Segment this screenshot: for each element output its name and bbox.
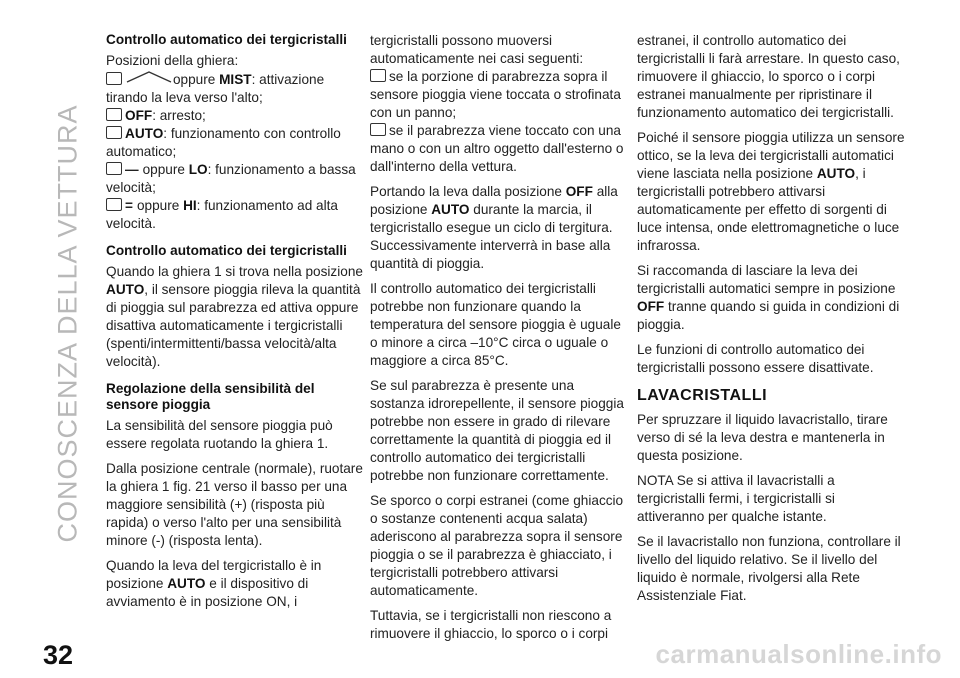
paragraph-however: Tuttavia, se i tergicristalli non riescono a rimuovere il ghiaccio, lo sporco o i corpi bbox=[370, 608, 612, 641]
paragraph-optical-sensor: Poiché il sensore pioggia utilizza un sensore ottico, se la leva dei tergicristalli automatici viene lasciata nella posizione AUTO, i tergicristalli potrebbero attivarsi automaticamente per effetto di sorgenti di luce intensa, onde elettromagnetiche o luce infrarossa. bbox=[637, 130, 905, 253]
wiper-symbol-icon bbox=[106, 126, 122, 139]
paragraph-rotation: Dalla posizione centrale (normale), ruotare la ghiera 1 fig. 21 verso il basso per una maggiore sensibilità (+) (risposta più rapida) o verso l'alto per una sensibilità minore (-) (risposta lenta). bbox=[106, 461, 363, 548]
paragraph-off-to-auto: Portando la leva dalla posizione OFF alla posizione AUTO durante la marcia, il tergicristallo esegue un ciclo di tergitura. Successivamente interverrà in base alla quantità di pioggia. bbox=[370, 184, 618, 271]
mist-position: oppure MIST: attivazione tirando la leva verso l'alto; bbox=[106, 72, 325, 105]
paragraph-recommendation: Si raccomanda di lasciare la leva dei tergicristalli automatici sempre in posizione OFF tranne quando si guida in condizioni di pioggia. bbox=[637, 263, 900, 332]
lo-position: — oppure LO: funzionamento a bassa velocità; bbox=[106, 162, 356, 195]
paragraph-sensitivity: La sensibilità del sensore pioggia può essere regolata ruotando la ghiera 1. bbox=[106, 418, 333, 451]
paragraph-lever-auto: Quando la leva del tergicristallo è in posizione AUTO e il dispositivo di avviamento è in posizione ON, i bbox=[106, 558, 322, 609]
column-2 bbox=[370, 32, 632, 650]
paragraph-not-working: Se il lavacristallo non funziona, controllare il livello del liquido relativo. Se il livello del liquido è normale, rivolgersi alla Rete Assistenziale Fiat. bbox=[637, 534, 901, 603]
heading-lavacristalli: LAVACRISTALLI bbox=[637, 387, 768, 404]
heading-sensitivity: Regolazione della sensibilità del sensore pioggia bbox=[106, 381, 315, 412]
heading-auto-control-2: Controllo automatico dei tergicristalli bbox=[106, 243, 347, 258]
off-position: OFF: arresto; bbox=[106, 107, 366, 125]
heading-auto-control: Controllo automatico dei tergicristalli bbox=[106, 32, 347, 47]
mist-wave-icon bbox=[125, 70, 173, 84]
paragraph-temperature: Il controllo automatico dei tergicristalli potrebbe non funzionare quando la temperatura del sensore pioggia è uguale o minore a circa –10°C circa o uguale o maggiore a circa 85°C. bbox=[370, 281, 621, 368]
bullet-symbol-icon bbox=[370, 69, 386, 82]
bullet-touch-sensor: se la porzione di parabrezza sopra il sensore pioggia viene toccata o strofinata con un panno; bbox=[370, 69, 621, 120]
page-number: 32 bbox=[43, 640, 74, 670]
wiper-symbol-icon bbox=[106, 72, 122, 85]
hi-position: = oppure HI: funzionamento ad alta velocità. bbox=[106, 198, 338, 231]
paragraph-note: NOTA Se si attiva il lavacristalli a tergicristalli fermi, i tergicristalli si attiveranno per qualche istante. bbox=[637, 473, 835, 524]
side-section-title bbox=[50, 28, 86, 618]
paragraph-foreign-bodies: estranei, il controllo automatico dei tergicristalli li farà arrestare. In questo caso, rimuovere il ghiaccio, lo sporco o i corpi estranei manualmente per ripristinare il funzionamento automatico dei tergicristalli. bbox=[637, 33, 900, 120]
bullet-touch-windshield: se il parabrezza viene toccato con una mano o con un altro oggetto dall'esterno o dall'interno della vettura. bbox=[370, 123, 624, 174]
paragraph-disable: Le funzioni di controllo automatico dei tergicristalli possono essere disattivate. bbox=[637, 342, 874, 375]
side-title-text: CONOSCENZA DELLA VETTURA bbox=[52, 103, 83, 543]
paragraph-cases-intro: tergicristalli possono muoversi automaticamente nei casi seguenti: bbox=[370, 33, 584, 66]
paragraph-dirt: Se sporco o corpi estranei (come ghiaccio o sostanze contenenti acqua salata) aderiscono al parabrezza sopra il sensore pioggia o se il parabrezza è ghiacciato, i tergicristalli potrebbero attivarsi automaticamente. bbox=[370, 493, 624, 598]
wiper-symbol-icon bbox=[106, 162, 122, 175]
watermark: carmanualsonline.info bbox=[655, 639, 942, 669]
ring-positions-intro: Posizioni della ghiera: bbox=[106, 53, 239, 68]
column-1 bbox=[106, 32, 366, 618]
wiper-symbol-icon bbox=[106, 108, 122, 121]
wiper-symbol-icon bbox=[106, 198, 122, 211]
column-3 bbox=[637, 32, 905, 612]
equals-glyph: = bbox=[125, 198, 133, 213]
bullet-symbol-icon bbox=[370, 123, 386, 136]
paragraph-spray: Per spruzzare il liquido lavacristallo, tirare verso di sé la leva destra e mantenerla in questa posizione. bbox=[637, 412, 888, 463]
paragraph-water-repellent: Se sul parabrezza è presente una sostanza idrorepellente, il sensore pioggia potrebbe non essere in grado di rilevare correttamente la quantità di pioggia ed il controllo automatico dei tergicristalli potrebbe non funzionare correttamente. bbox=[370, 378, 624, 483]
dash-glyph: — bbox=[125, 162, 139, 177]
auto-position: AUTO: funzionamento con controllo automatico; bbox=[106, 126, 341, 159]
paragraph-auto-sensor: Quando la ghiera 1 si trova nella posizione AUTO, il sensore pioggia rileva la quantità di pioggia sul parabrezza ed attiva oppure disattiva automaticamente i tergicristalli (spenti/intermittenti/bassa velocità/alta velocità). bbox=[106, 264, 363, 369]
